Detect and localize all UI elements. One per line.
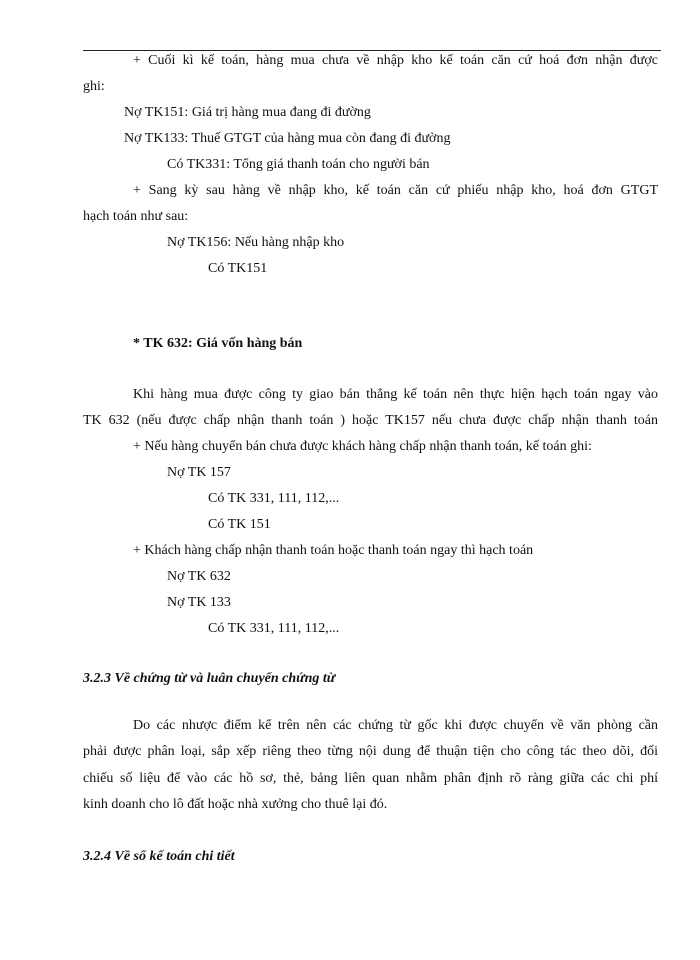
header-rule bbox=[83, 50, 661, 51]
paragraph-line: hạch toán như sau: bbox=[83, 209, 189, 224]
debit-entry: Nợ TK151: Giá trị hàng mua đang đi đường bbox=[124, 105, 371, 120]
section-heading: * TK 632: Giá vốn hàng bán bbox=[133, 336, 303, 351]
credit-entry: Có TK 331, 111, 112,... bbox=[208, 491, 340, 506]
paragraph-line: + Khách hàng chấp nhận thanh toán hoặc thanh toán ngay thì hạch toán bbox=[133, 543, 534, 558]
paragraph-line: chiếu số liệu để vào các hồ sơ, thẻ, bảng liên quan nhằm phân định rõ ràng giữa các chi phí bbox=[83, 771, 658, 786]
debit-entry: Nợ TK 157 bbox=[167, 465, 231, 480]
paragraph-line: Do các nhược điểm kể trên nên các chứng từ gốc khi được chuyển về văn phòng cần bbox=[133, 718, 658, 733]
paragraph-line: TK 632 (nếu được chấp nhận thanh toán ) hoặc TK157 nếu chưa được chấp nhận thanh toán bbox=[83, 413, 658, 428]
credit-entry: Có TK 331, 111, 112,... bbox=[208, 621, 340, 636]
paragraph-line: Khi hàng mua được công ty giao bán thẳng kế toán nên thực hiện hạch toán ngay vào bbox=[133, 387, 658, 402]
debit-entry: Nợ TK 133 bbox=[167, 595, 231, 610]
paragraph-line: + Sang kỳ sau hàng về nhập kho, kế toán căn cứ phiếu nhập kho, hoá đơn GTGT bbox=[133, 183, 658, 198]
debit-entry: Nợ TK 632 bbox=[167, 569, 231, 584]
paragraph-line: + Cuối kì kế toán, hàng mua chưa về nhập kho kế toán căn cứ hoá đơn nhận được bbox=[133, 53, 658, 68]
credit-entry: Có TK331: Tổng giá thanh toán cho người bán bbox=[167, 157, 430, 172]
debit-entry: Nợ TK133: Thuế GTGT của hàng mua còn đang đi đường bbox=[124, 131, 451, 146]
paragraph-line: kinh doanh cho lô đất hoặc nhà xưởng cho thuê lại đó. bbox=[83, 797, 388, 812]
debit-entry: Nợ TK156: Nếu hàng nhập kho bbox=[167, 235, 345, 250]
paragraph-line: phải được phân loại, sắp xếp riêng theo từng nội dung để thuận tiện cho công tác theo dõi, đối bbox=[83, 744, 658, 759]
section-heading: 3.2.3 Về chứng từ và luân chuyển chứng từ bbox=[83, 671, 336, 686]
credit-entry: Có TK151 bbox=[208, 261, 268, 276]
paragraph-line: + Nếu hàng chuyển bán chưa được khách hàng chấp nhận thanh toán, kế toán ghi: bbox=[133, 439, 592, 454]
paragraph-line: ghi: bbox=[83, 79, 105, 94]
section-heading: 3.2.4 Về sổ kế toán chi tiết bbox=[83, 849, 235, 864]
credit-entry: Có TK 151 bbox=[208, 517, 271, 532]
